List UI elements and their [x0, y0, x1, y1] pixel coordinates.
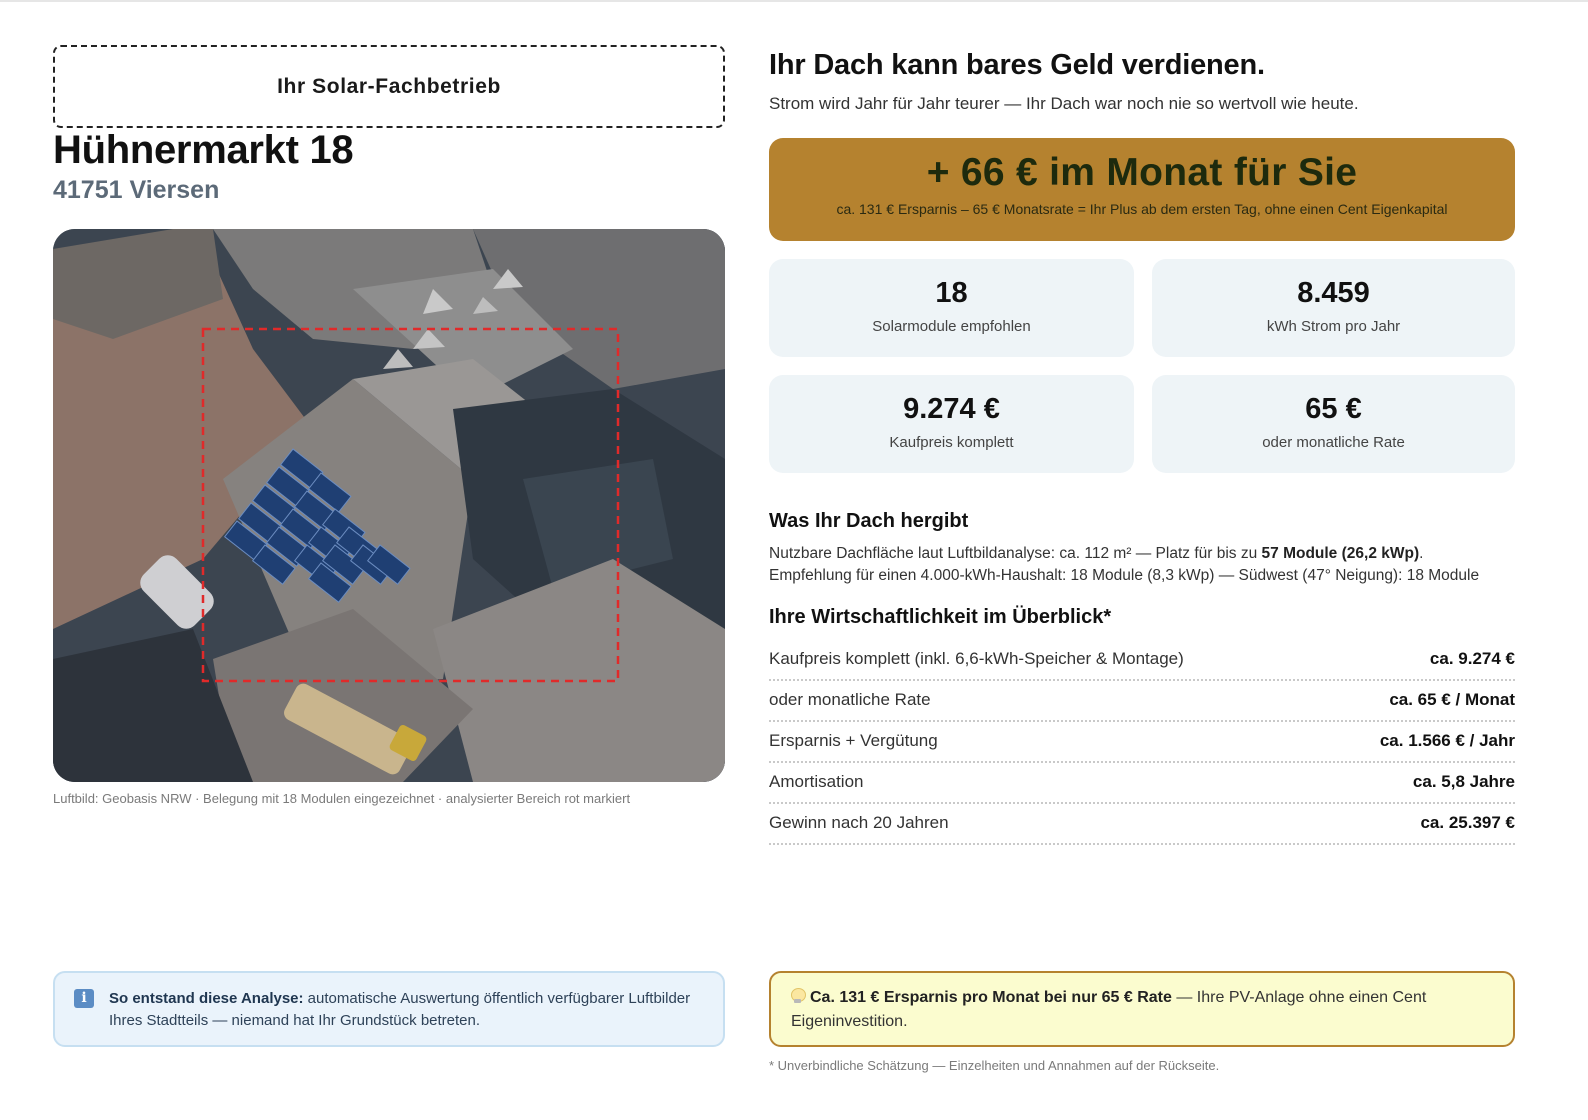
tip-text	[791, 986, 1493, 1034]
right-column	[769, 45, 1515, 832]
row-label: Amortisation	[769, 772, 864, 791]
banner-amount: + 66 € im Monat für Sie	[926, 151, 1358, 194]
banner-explanation: ca. 131 € Ersparnis – 65 € Monatsrate = Ihr Plus ab dem ersten Tag, ohne einen Cent Eigenkapital	[836, 201, 1448, 217]
stat-label: kWh Strom pro Jahr	[1266, 318, 1401, 335]
stat-label: Kaufpreis komplett	[889, 434, 1014, 451]
row-value: ca. 65 € / Monat	[1389, 690, 1515, 709]
analysis-info-box	[53, 971, 725, 1047]
row-value: ca. 5,8 Jahre	[1412, 772, 1515, 791]
roof-line-1-text: Nutzbare Dachfläche laut Luftbildanalyse: ca. 112 m² — Platz für bis zu	[769, 545, 1262, 562]
tip-body: — Ihre PV-Anlage ohne einen Cent Eigeninvestition.	[791, 989, 1427, 1030]
row-value: ca. 9.274 €	[1429, 649, 1515, 668]
lightbulb-icon	[791, 988, 804, 1004]
monthly-plus-banner	[769, 138, 1515, 241]
stat-value: 65 €	[1305, 393, 1362, 425]
stat-value: 18	[935, 277, 968, 309]
roof-line-2: Empfehlung für einen 4.000-kWh-Haushalt: 18 Module (8,3 kWp) — Südwest (47° Neigung): 18 Module	[769, 567, 1480, 584]
stat-kwh	[1152, 259, 1515, 357]
left-column	[53, 45, 725, 806]
info-body: automatische Auswertung öffentlich verfügbarer Luftbilder Ihres Stadtteils — niemand hat Ihr Grundstück betreten.	[109, 990, 691, 1029]
info-text	[109, 988, 703, 1032]
stat-price	[769, 375, 1134, 473]
roof-description	[769, 543, 1479, 587]
stat-modules	[769, 259, 1134, 357]
row-value: ca. 1.566 € / Jahr	[1379, 731, 1515, 750]
row-label: oder monatliche Rate	[769, 690, 931, 709]
savings-tip-box	[769, 971, 1515, 1047]
roof-line-1	[769, 543, 1479, 565]
headline: Ihr Dach kann bares Geld verdienen.	[769, 49, 1265, 81]
address-city: 41751 Viersen	[53, 176, 220, 204]
aerial-roof-image	[53, 229, 725, 782]
address-street: Hühnermarkt 18	[53, 128, 354, 172]
info-icon: i	[74, 989, 94, 1008]
footnote: * Unverbindliche Schätzung — Einzelheiten und Annahmen auf der Rückseite.	[769, 1058, 1220, 1073]
stat-rate	[1152, 375, 1515, 473]
row-label: Gewinn nach 20 Jahren	[769, 813, 949, 832]
table-row	[769, 722, 1515, 763]
top-divider	[0, 0, 1588, 2]
subline: Strom wird Jahr für Jahr teurer — Ihr Dach war noch nie so wertvoll wie heute.	[769, 94, 1359, 113]
table-row	[769, 804, 1515, 845]
economics-title: Ihre Wirtschaftlichkeit im Überblick*	[769, 606, 1112, 628]
roof-capacity: 57 Module (26,2 kWp)	[1261, 545, 1420, 562]
info-bold: So entstand diese Analyse:	[109, 990, 304, 1007]
row-value: ca. 25.397 €	[1420, 813, 1515, 832]
table-row	[769, 640, 1515, 681]
brand-placeholder	[53, 45, 725, 128]
stat-value: 8.459	[1297, 277, 1370, 309]
roof-line-1-end: .	[1419, 545, 1424, 562]
roof-section-title: Was Ihr Dach hergibt	[769, 510, 969, 532]
image-caption: Luftbild: Geobasis NRW · Belegung mit 18 Modulen eingezeichnet · analysierter Bereich rot markiert	[53, 791, 631, 806]
tip-bold: Ca. 131 € Ersparnis pro Monat bei nur 65 € Rate	[810, 989, 1172, 1006]
economics-table	[769, 640, 1515, 845]
stat-label: oder monatliche Rate	[1262, 434, 1405, 451]
aerial-image-drawing	[53, 229, 725, 782]
brand-label: Ihr Solar-Fachbetrieb	[277, 74, 501, 98]
stat-value: 9.274 €	[903, 393, 1000, 425]
table-row	[769, 681, 1515, 722]
row-label: Ersparnis + Vergütung	[769, 731, 938, 750]
stat-label: Solarmodule empfohlen	[872, 318, 1031, 335]
table-row	[769, 763, 1515, 804]
row-label: Kaufpreis komplett (inkl. 6,6-kWh-Speicher & Montage)	[769, 649, 1184, 668]
